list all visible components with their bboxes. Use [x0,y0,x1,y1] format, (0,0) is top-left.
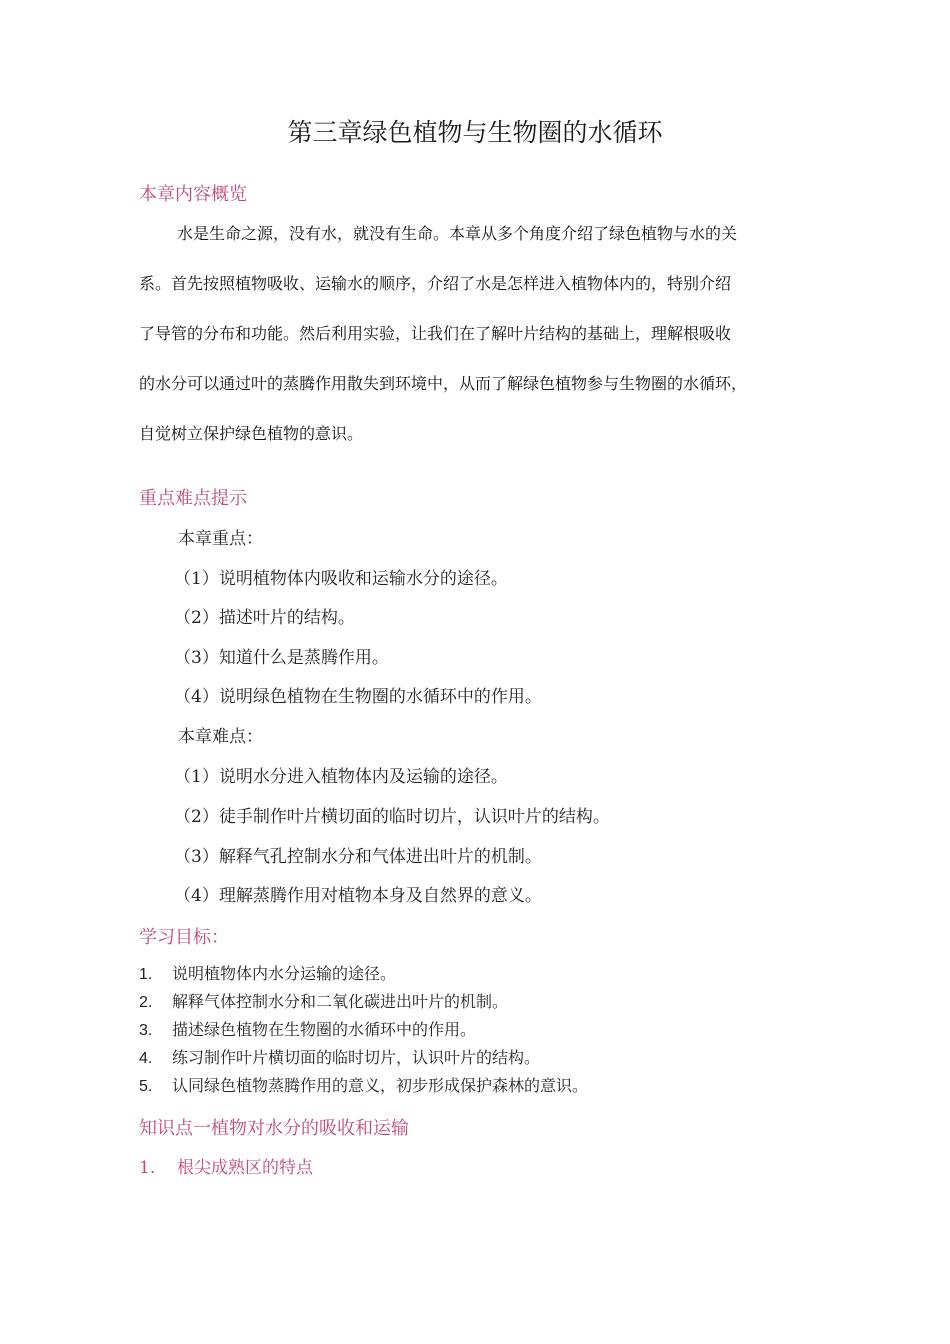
goal-text: 认同绿色植物蒸腾作用的意义，初步形成保护森林的意识。 [172,1076,589,1095]
goal-text: 练习制作叶片横切面的临时切片，认识叶片的结构。 [172,1048,541,1067]
difficulty-label: 本章难点： [178,727,263,747]
focus-label: 本章重点： [178,529,263,549]
knowledge-point-heading: 知识点一植物对水分的吸收和运输 [139,1118,409,1139]
focus-item: （4）说明绿色植物在生物圈的水循环中的作用。 [174,687,542,707]
goal-number: 4. [139,1050,153,1067]
overview-line: 了导管的分布和功能。然后利用实验，让我们在了解叶片结构的基础上，理解根吸收 [139,324,732,343]
overview-line: 自觉树立保护绿色植物的意识。 [139,424,364,443]
goal-number: 2. [139,994,153,1011]
focus-item: （1）说明植物体内吸收和运输水分的途径。 [174,569,508,589]
goal-text: 描述绿色植物在生物圈的水循环中的作用。 [172,1020,477,1039]
goal-text: 解释气体控制水分和二氧化碳进出叶片的机制。 [172,992,509,1011]
difficulty-item: （2）徒手制作叶片横切面的临时切片，认识叶片的结构。 [174,807,610,827]
sub-heading-number: 1. [139,1158,156,1178]
goal-number: 3. [139,1022,153,1039]
goal-item [139,961,396,984]
difficulty-item: （3）解释气孔控制水分和气体进出叶片的机制。 [174,847,542,867]
page-title: 第三章绿色植物与生物圈的水循环 [287,118,663,147]
difficulty-item: （1）说明水分进入植物体内及运输的途径。 [174,767,508,787]
goal-item [139,1045,540,1068]
goal-text: 说明植物体内水分运输的途径。 [172,964,397,983]
overview-line: 的水分可以通过叶的蒸腾作用散失到环境中，从而了解绿色植物参与生物圈的水循环， [139,374,748,393]
goal-item [139,1073,588,1096]
difficulty-item: （4）理解蒸腾作用对植物本身及自然界的意义。 [174,886,542,906]
focus-item: （3）知道什么是蒸腾作用。 [174,648,389,668]
goal-item [139,989,508,1012]
goals-heading: 学习目标： [139,927,229,948]
overview-line: 系。首先按照植物吸收、运输水的顺序，介绍了水是怎样进入植物体内的，特别介绍 [139,274,732,293]
knowledge-sub-heading [139,1153,313,1178]
goal-number: 1. [139,966,153,983]
overview-heading: 本章内容概览 [139,184,247,205]
overview-line: 水是生命之源，没有水，就没有生命。本章从多个角度介绍了绿色植物与水的关 [177,224,738,243]
goal-number: 5. [139,1078,153,1095]
goal-item [139,1017,476,1040]
focus-item: （2）描述叶片的结构。 [174,608,355,628]
key-points-heading: 重点难点提示 [139,488,247,509]
overview-paragraph [139,209,819,459]
sub-heading-text: 根尖成熟区的特点 [177,1158,313,1178]
